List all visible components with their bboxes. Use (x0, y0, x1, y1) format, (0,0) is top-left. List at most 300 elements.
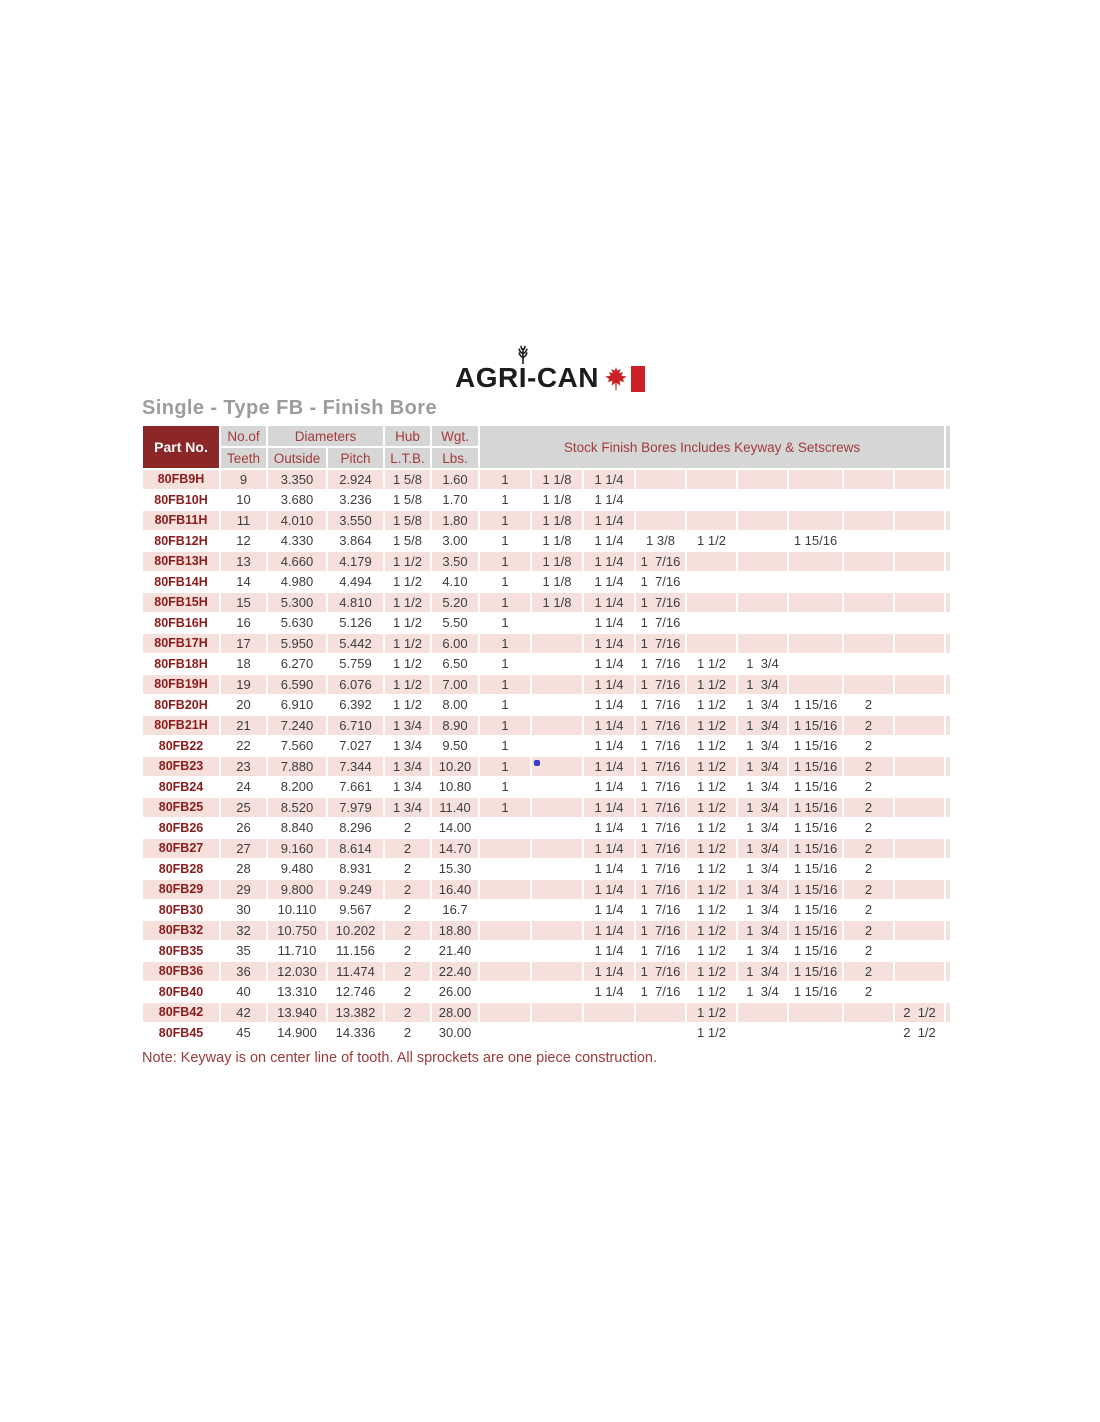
bore-cell: 1 1/4 (584, 778, 634, 797)
bore-cell (480, 962, 530, 981)
outside-dia-cell: 10.750 (268, 921, 326, 940)
marker-dot (534, 760, 540, 766)
bore-cell (687, 593, 736, 612)
outside-dia-cell: 9.800 (268, 880, 326, 899)
edge-cell (946, 573, 950, 592)
bore-cell: 1 15/16 (789, 778, 842, 797)
pitch-dia-cell: 6.076 (328, 675, 383, 694)
bore-cell: 1 7/16 (636, 860, 685, 879)
bore-cell (844, 552, 893, 571)
bore-cell: 1 7/16 (636, 839, 685, 858)
table-row (143, 696, 950, 715)
part-no-cell: 80FB13H (143, 552, 219, 571)
weight-cell: 26.00 (432, 983, 478, 1002)
part-no-cell: 80FB28 (143, 860, 219, 879)
bore-cell (480, 942, 530, 961)
bore-cell (532, 655, 582, 674)
bore-cell (738, 511, 787, 530)
teeth-cell: 20 (221, 696, 266, 715)
bore-cell: 1 7/16 (636, 819, 685, 838)
hub-cell: 1 1/2 (385, 655, 430, 674)
bore-cell (895, 634, 944, 653)
bore-cell (895, 511, 944, 530)
table-row (143, 634, 950, 653)
bore-cell: 1 1/4 (584, 675, 634, 694)
bore-cell: 1 1/2 (687, 819, 736, 838)
outside-dia-cell: 3.680 (268, 491, 326, 510)
outside-dia-cell: 4.980 (268, 573, 326, 592)
bore-cell (895, 901, 944, 920)
hub-cell: 2 (385, 942, 430, 961)
bore-cell: 2 (844, 778, 893, 797)
edge-cell (946, 655, 950, 674)
bore-cell (532, 962, 582, 981)
outside-dia-cell: 8.520 (268, 798, 326, 817)
bore-cell (636, 1003, 685, 1022)
pitch-dia-cell: 14.336 (328, 1024, 383, 1043)
bore-cell: 2 1/2 (895, 1003, 944, 1022)
bore-cell: 1 1/2 (687, 1003, 736, 1022)
flag-bar (631, 366, 645, 392)
bore-cell: 1 3/4 (738, 716, 787, 735)
bore-cell (738, 552, 787, 571)
outside-dia-cell: 12.030 (268, 962, 326, 981)
bore-cell: 1 1/4 (584, 491, 634, 510)
weight-cell: 9.50 (432, 737, 478, 756)
bore-cell (895, 532, 944, 551)
bore-cell: 1 1/4 (584, 819, 634, 838)
table-row (143, 573, 950, 592)
bore-cell (789, 614, 842, 633)
part-no-cell: 80FB10H (143, 491, 219, 510)
outside-dia-cell: 5.950 (268, 634, 326, 653)
bore-cell: 1 (480, 696, 530, 715)
pitch-dia-cell: 8.296 (328, 819, 383, 838)
bore-cell (789, 1024, 842, 1043)
bore-cell: 1 1/4 (584, 470, 634, 489)
edge-cell (946, 757, 950, 776)
part-no-cell: 80FB18H (143, 655, 219, 674)
bore-cell: 1 1/4 (584, 634, 634, 653)
teeth-cell: 40 (221, 983, 266, 1002)
bore-cell: 1 1/2 (687, 675, 736, 694)
bore-cell: 1 1/4 (584, 511, 634, 530)
logo-text-left: AGR (454, 362, 519, 393)
bore-cell: 1 3/4 (738, 696, 787, 715)
table-row (143, 491, 950, 510)
edge-cell (946, 901, 950, 920)
bore-cell: 1 7/16 (636, 757, 685, 776)
bore-cell: 1 1/2 (687, 860, 736, 879)
table-row (143, 614, 950, 633)
part-no-cell: 80FB35 (143, 942, 219, 961)
part-no-cell: 80FB19H (143, 675, 219, 694)
bore-cell: 1 1/2 (687, 532, 736, 551)
pitch-dia-cell: 11.474 (328, 962, 383, 981)
bore-cell: 2 (844, 737, 893, 756)
bore-cell: 1 1/4 (584, 839, 634, 858)
bore-cell (532, 880, 582, 899)
pitch-dia-cell: 5.442 (328, 634, 383, 653)
bore-cell: 1 15/16 (789, 921, 842, 940)
pitch-dia-cell: 4.179 (328, 552, 383, 571)
part-no-cell: 80FB32 (143, 921, 219, 940)
bore-cell (895, 614, 944, 633)
outside-dia-cell: 10.110 (268, 901, 326, 920)
part-no-cell: 80FB21H (143, 716, 219, 735)
outside-dia-cell: 4.330 (268, 532, 326, 551)
bore-cell (895, 593, 944, 612)
bore-cell: 1 3/4 (738, 839, 787, 858)
hub-cell: 1 5/8 (385, 491, 430, 510)
logo-i-glyph: I (518, 362, 527, 393)
bore-cell (789, 1003, 842, 1022)
bore-cell: 1 1/2 (687, 901, 736, 920)
bore-cell (789, 634, 842, 653)
bore-cell: 1 1/8 (532, 532, 582, 551)
bore-cell: 1 3/4 (738, 655, 787, 674)
bore-cell: 2 1/2 (895, 1024, 944, 1043)
bore-cell (895, 696, 944, 715)
bore-cell (584, 1024, 634, 1043)
bore-cell (687, 573, 736, 592)
bore-cell: 1 3/4 (738, 880, 787, 899)
weight-cell: 14.70 (432, 839, 478, 858)
weight-cell: 5.20 (432, 593, 478, 612)
bore-cell (895, 737, 944, 756)
bore-cell (636, 511, 685, 530)
pitch-dia-cell: 13.382 (328, 1003, 383, 1022)
bore-cell (532, 675, 582, 694)
part-no-cell: 80FB11H (143, 511, 219, 530)
bore-cell (532, 983, 582, 1002)
bore-cell (844, 655, 893, 674)
bore-cell: 1 7/16 (636, 880, 685, 899)
weight-cell: 10.20 (432, 757, 478, 776)
part-no-cell: 80FB22 (143, 737, 219, 756)
weight-cell: 3.00 (432, 532, 478, 551)
pitch-dia-cell: 7.344 (328, 757, 383, 776)
header-diameters: Diameters (268, 426, 383, 446)
bore-cell: 1 7/16 (636, 716, 685, 735)
bore-cell: 2 (844, 962, 893, 981)
outside-dia-cell: 9.160 (268, 839, 326, 858)
hub-cell: 1 1/2 (385, 675, 430, 694)
bore-cell (584, 1003, 634, 1022)
bore-cell: 1 3/4 (738, 860, 787, 879)
bore-cell: 1 (480, 470, 530, 489)
edge-cell (946, 491, 950, 510)
pitch-dia-cell: 8.931 (328, 860, 383, 879)
part-no-cell: 80FB20H (143, 696, 219, 715)
teeth-cell: 24 (221, 778, 266, 797)
bore-cell (687, 552, 736, 571)
teeth-cell: 22 (221, 737, 266, 756)
bore-cell (844, 1024, 893, 1043)
bore-cell: 1 15/16 (789, 716, 842, 735)
bore-cell: 1 1/4 (584, 716, 634, 735)
part-no-cell: 80FB12H (143, 532, 219, 551)
edge-cell (946, 1003, 950, 1022)
edge-cell (946, 839, 950, 858)
weight-cell: 6.50 (432, 655, 478, 674)
bore-cell: 2 (844, 921, 893, 940)
bore-cell: 1 1/2 (687, 778, 736, 797)
edge-cell (946, 593, 950, 612)
weight-cell: 30.00 (432, 1024, 478, 1043)
bore-cell: 1 15/16 (789, 942, 842, 961)
bore-cell (480, 1024, 530, 1043)
bore-cell (789, 675, 842, 694)
edge-cell (946, 1024, 950, 1043)
header-wgt: Wgt. (432, 426, 478, 446)
bore-cell (895, 573, 944, 592)
teeth-cell: 9 (221, 470, 266, 489)
outside-dia-cell: 6.270 (268, 655, 326, 674)
bore-cell (636, 470, 685, 489)
teeth-cell: 28 (221, 860, 266, 879)
outside-dia-cell: 5.630 (268, 614, 326, 633)
hub-cell: 2 (385, 839, 430, 858)
bore-cell: 1 15/16 (789, 737, 842, 756)
bore-cell (895, 491, 944, 510)
bore-cell (480, 983, 530, 1002)
hub-cell: 1 1/2 (385, 634, 430, 653)
weight-cell: 8.00 (432, 696, 478, 715)
bore-cell (480, 1003, 530, 1022)
bore-cell: 1 1/4 (584, 983, 634, 1002)
bore-cell (895, 655, 944, 674)
outside-dia-cell: 7.560 (268, 737, 326, 756)
bore-cell (532, 716, 582, 735)
bore-cell (895, 778, 944, 797)
pitch-dia-cell: 7.027 (328, 737, 383, 756)
bore-cell (738, 573, 787, 592)
table-row (143, 1024, 950, 1043)
bore-cell: 2 (844, 880, 893, 899)
bore-cell: 1 15/16 (789, 532, 842, 551)
bore-cell (532, 860, 582, 879)
bore-cell (844, 593, 893, 612)
bore-cell: 1 1/2 (687, 983, 736, 1002)
bore-cell (789, 573, 842, 592)
part-no-cell: 80FB15H (143, 593, 219, 612)
wheat-icon (516, 345, 529, 364)
part-no-cell: 80FB23 (143, 757, 219, 776)
outside-dia-cell: 9.480 (268, 860, 326, 879)
bore-cell: 1 (480, 778, 530, 797)
bore-cell: 1 7/16 (636, 737, 685, 756)
bore-cell: 1 1/2 (687, 880, 736, 899)
bore-cell (480, 921, 530, 940)
hub-cell: 2 (385, 983, 430, 1002)
bore-cell: 2 (844, 983, 893, 1002)
weight-cell: 10.80 (432, 778, 478, 797)
bore-cell (738, 491, 787, 510)
bore-cell: 1 3/4 (738, 921, 787, 940)
outside-dia-cell: 5.300 (268, 593, 326, 612)
table-row (143, 593, 950, 612)
bore-cell (895, 839, 944, 858)
table-row (143, 901, 950, 920)
pitch-dia-cell: 10.202 (328, 921, 383, 940)
bore-cell: 1 1/2 (687, 1024, 736, 1043)
bore-cell: 1 1/4 (584, 962, 634, 981)
bore-cell (738, 1024, 787, 1043)
weight-cell: 1.70 (432, 491, 478, 510)
edge-cell (946, 860, 950, 879)
weight-cell: 7.00 (432, 675, 478, 694)
outside-dia-cell: 11.710 (268, 942, 326, 961)
pitch-dia-cell: 5.759 (328, 655, 383, 674)
bore-cell: 1 1/4 (584, 737, 634, 756)
teeth-cell: 36 (221, 962, 266, 981)
edge-cell (946, 942, 950, 961)
teeth-cell: 42 (221, 1003, 266, 1022)
bore-cell: 1 7/16 (636, 593, 685, 612)
bore-cell: 1 7/16 (636, 962, 685, 981)
bore-cell (738, 470, 787, 489)
table-row (143, 532, 950, 551)
pitch-dia-cell: 12.746 (328, 983, 383, 1002)
bore-cell: 1 15/16 (789, 839, 842, 858)
bore-cell: 1 1/2 (687, 757, 736, 776)
bore-cell (532, 839, 582, 858)
teeth-cell: 30 (221, 901, 266, 920)
part-no-cell: 80FB25 (143, 798, 219, 817)
teeth-cell: 13 (221, 552, 266, 571)
bore-cell: 1 1/8 (532, 573, 582, 592)
header-row-1 (143, 426, 950, 446)
bore-cell: 1 3/4 (738, 675, 787, 694)
bore-cell: 2 (844, 901, 893, 920)
bore-cell (532, 778, 582, 797)
bore-cell (844, 470, 893, 489)
hub-cell: 2 (385, 1024, 430, 1043)
logo-inner (455, 346, 645, 392)
outside-dia-cell: 4.010 (268, 511, 326, 530)
bore-cell (687, 470, 736, 489)
table-row (143, 942, 950, 961)
outside-dia-cell: 6.590 (268, 675, 326, 694)
bore-cell: 1 3/4 (738, 983, 787, 1002)
hub-cell: 1 5/8 (385, 532, 430, 551)
part-no-cell: 80FB36 (143, 962, 219, 981)
bore-cell: 1 1/4 (584, 532, 634, 551)
bore-cell (895, 716, 944, 735)
teeth-cell: 17 (221, 634, 266, 653)
weight-cell: 28.00 (432, 1003, 478, 1022)
edge-cell (946, 737, 950, 756)
outside-dia-cell: 14.900 (268, 1024, 326, 1043)
teeth-cell: 32 (221, 921, 266, 940)
bore-cell: 1 1/2 (687, 942, 736, 961)
bore-cell: 1 3/4 (738, 778, 787, 797)
bore-cell (895, 798, 944, 817)
bore-cell: 1 1/2 (687, 839, 736, 858)
table-row (143, 716, 950, 735)
logo-text-right: -CAN (527, 362, 599, 393)
hub-cell: 1 1/2 (385, 696, 430, 715)
bore-cell: 1 7/16 (636, 798, 685, 817)
part-no-cell: 80FB16H (143, 614, 219, 633)
teeth-cell: 21 (221, 716, 266, 735)
table-row (143, 819, 950, 838)
bore-cell (895, 552, 944, 571)
table-row (143, 860, 950, 879)
bore-cell (895, 962, 944, 981)
footer-note: Note: Keyway is on center line of tooth. All sprockets are one piece construction. (142, 1050, 658, 1066)
outside-dia-cell: 6.910 (268, 696, 326, 715)
bore-cell (895, 880, 944, 899)
bore-cell: 1 15/16 (789, 860, 842, 879)
bore-cell: 1 7/16 (636, 901, 685, 920)
bore-cell: 1 (480, 634, 530, 653)
bore-cell (480, 880, 530, 899)
bore-cell (532, 737, 582, 756)
table-row (143, 511, 950, 530)
bore-cell: 1 15/16 (789, 962, 842, 981)
edge-cell (946, 614, 950, 633)
pitch-dia-cell: 3.864 (328, 532, 383, 551)
bore-cell (895, 860, 944, 879)
page-title: Single - Type FB - Finish Bore (142, 397, 437, 419)
pitch-dia-cell: 4.810 (328, 593, 383, 612)
header-ltb: L.T.B. (385, 448, 430, 468)
table-row (143, 778, 950, 797)
bore-cell: 1 1/4 (584, 921, 634, 940)
bore-cell: 1 3/4 (738, 901, 787, 920)
bore-cell: 2 (844, 839, 893, 858)
weight-cell: 6.00 (432, 634, 478, 653)
bore-cell: 1 1/4 (584, 860, 634, 879)
outside-dia-cell: 8.200 (268, 778, 326, 797)
pitch-dia-cell: 7.661 (328, 778, 383, 797)
bore-cell (895, 675, 944, 694)
bore-cell: 1 (480, 532, 530, 551)
bore-cell: 2 (844, 696, 893, 715)
table-row (143, 675, 950, 694)
bore-cell: 1 (480, 757, 530, 776)
weight-cell: 1.60 (432, 470, 478, 489)
teeth-cell: 27 (221, 839, 266, 858)
bore-cell (532, 614, 582, 633)
weight-cell: 8.90 (432, 716, 478, 735)
bore-cell: 1 (480, 573, 530, 592)
bore-cell (789, 593, 842, 612)
bore-cell: 1 1/4 (584, 655, 634, 674)
teeth-cell: 11 (221, 511, 266, 530)
table-row (143, 921, 950, 940)
bore-cell: 1 3/8 (636, 532, 685, 551)
bore-cell (532, 921, 582, 940)
part-no-cell: 80FB42 (143, 1003, 219, 1022)
bore-cell: 1 (480, 716, 530, 735)
bore-cell: 1 7/16 (636, 921, 685, 940)
bore-cell: 1 1/2 (687, 655, 736, 674)
teeth-cell: 18 (221, 655, 266, 674)
hub-cell: 2 (385, 901, 430, 920)
table-row (143, 798, 950, 817)
table-row (143, 983, 950, 1002)
bore-cell (789, 655, 842, 674)
bore-cell: 1 (480, 675, 530, 694)
bore-cell (738, 593, 787, 612)
bore-cell (532, 1003, 582, 1022)
hub-cell: 2 (385, 860, 430, 879)
bore-cell: 1 (480, 655, 530, 674)
hub-cell: 1 1/2 (385, 614, 430, 633)
